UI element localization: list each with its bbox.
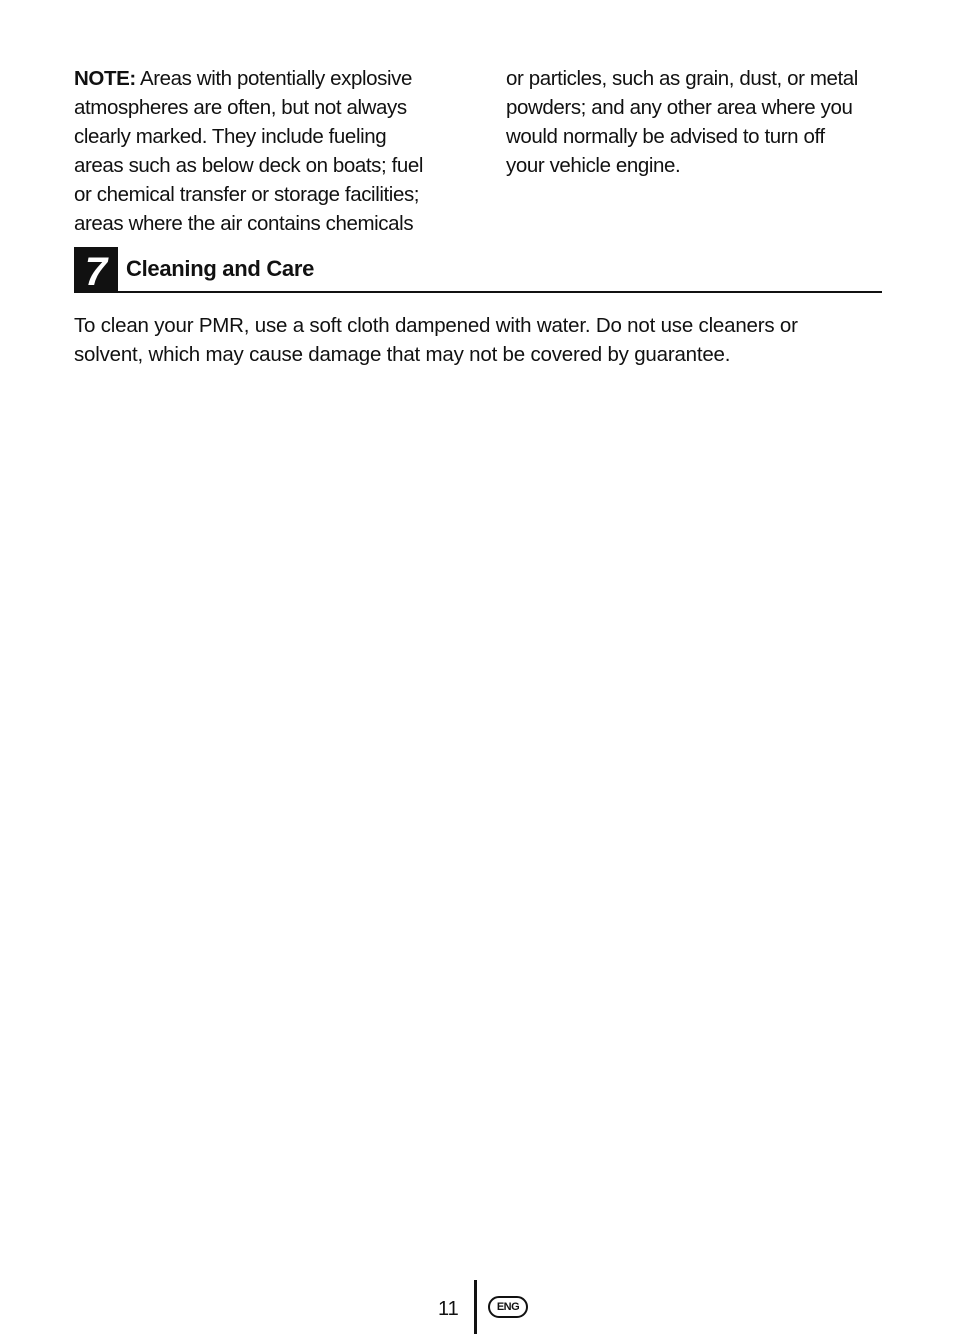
note-line-1-text: Areas with potentially explosive: [135, 67, 413, 90]
section-number: 7: [74, 247, 118, 293]
note-column-left: [74, 64, 464, 238]
note-right-line-1: or particles, such as grain, dust, or metal: [506, 67, 858, 90]
footer-divider: [474, 1280, 477, 1334]
body-line-2: solvent, which may cause damage that may not be covered by guarantee.: [74, 343, 731, 366]
note-right-line-2: powders; and any other area where you: [506, 96, 853, 119]
note-right-line-3: would normally be advised to turn off: [506, 125, 825, 148]
section-body: [74, 311, 894, 369]
note-line-1: [74, 64, 464, 93]
section-header: [74, 247, 882, 293]
note-line-2: atmospheres are often, but not always: [74, 96, 407, 119]
note-line-5: or chemical transfer or storage facilities;: [74, 183, 420, 206]
language-badge-icon: ENG: [488, 1296, 528, 1318]
body-line-1: To clean your PMR, use a soft cloth dampened with water. Do not use cleaners or: [74, 314, 798, 337]
note-line-3: clearly marked. They include fueling: [74, 125, 387, 148]
section-title: Cleaning and Care: [126, 256, 315, 281]
note-line-4: areas such as below deck on boats; fuel: [74, 154, 424, 177]
page-footer: [0, 1278, 954, 1338]
page-number: 11: [438, 1298, 459, 1320]
note-line-6: areas where the air contains chemicals: [74, 212, 414, 235]
note-column-right: [506, 64, 896, 180]
note-label: NOTE:: [74, 67, 136, 90]
note-right-line-4: your vehicle engine.: [506, 154, 681, 177]
